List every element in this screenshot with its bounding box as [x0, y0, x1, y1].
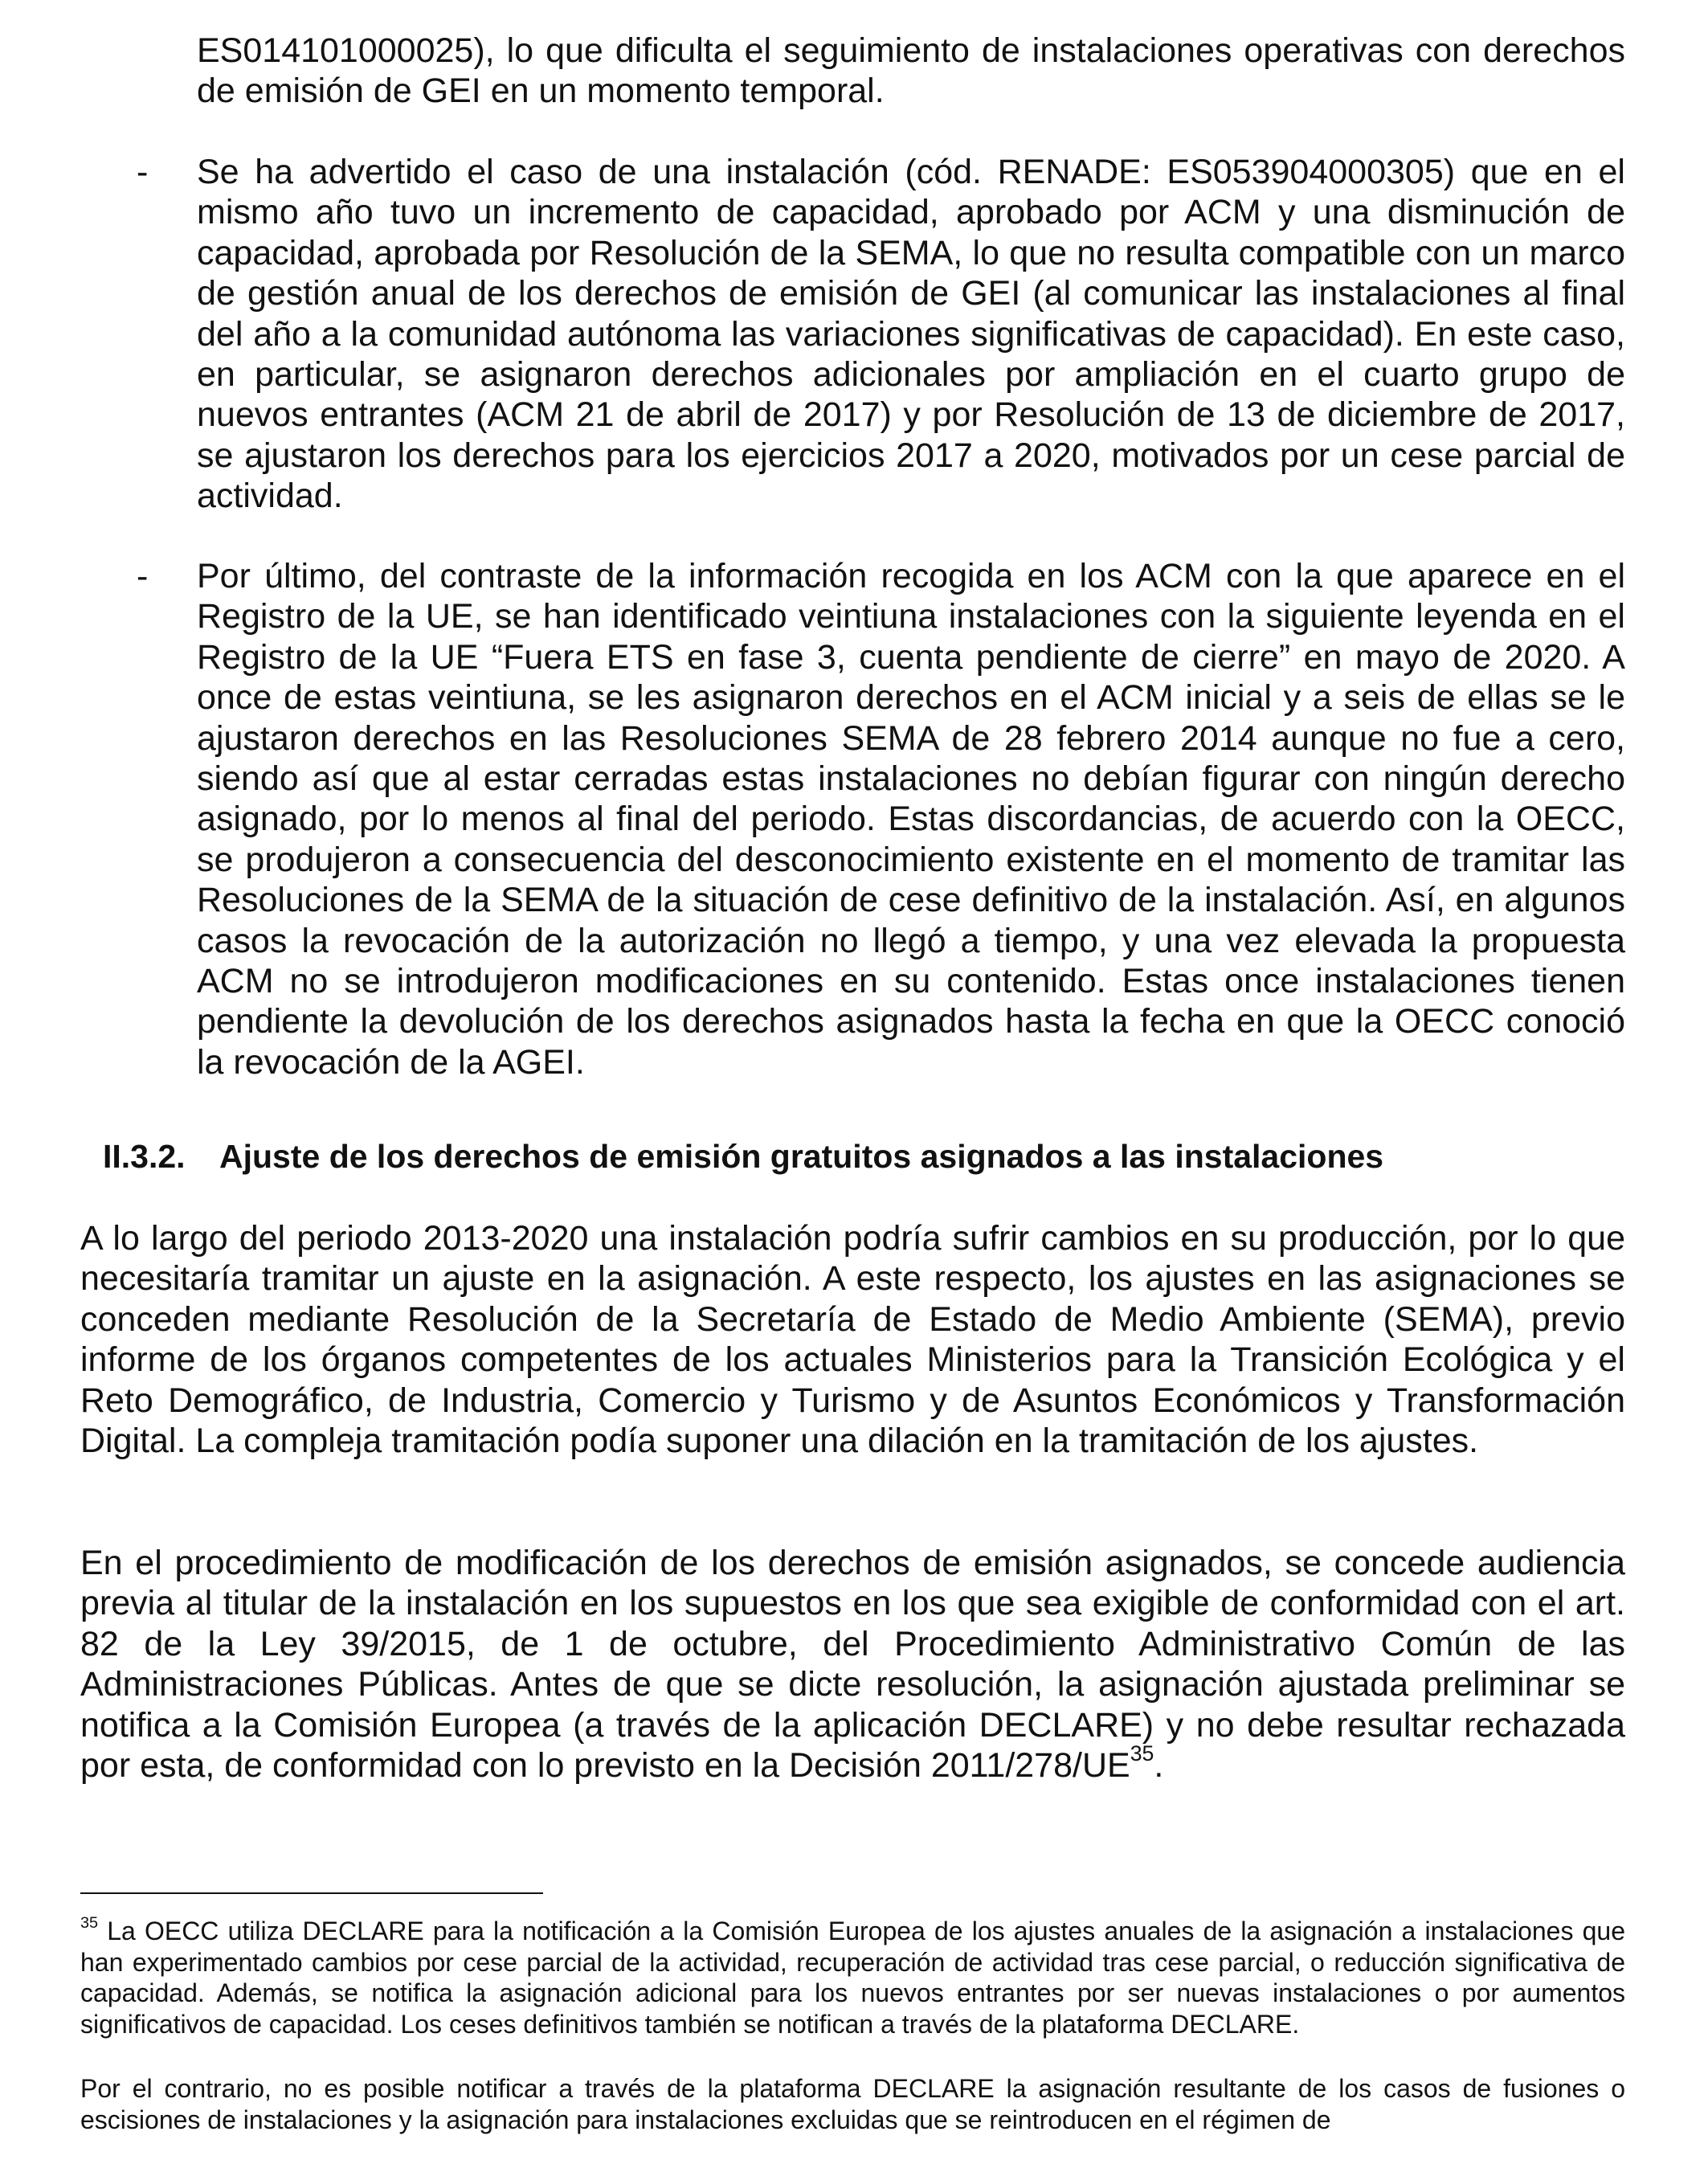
footnote-text: La OECC utiliza DECLARE para la notificación a la Comisión Europea de los ajustes anuales de la asignación a instalaciones que han experimentado cambios por cese parcial de la actividad, recuperación de actividad tras cese parcial, o reducción significativa de capacidad. Además, se notifica la asignación adicional para los nuevos entrantes por ser nuevas instalaciones o por aumentos significativos de capacidad. Los ceses definitivos también se notifican a través de la plataforma DECLARE.: [80, 1917, 1626, 2039]
footnote-number: 35: [80, 1914, 99, 1933]
bullet-dash: -: [137, 153, 149, 191]
body-paragraph: [80, 1543, 1625, 1786]
footnote-separator: [80, 1892, 543, 1894]
footnote-continuation: Por el contrario, no es posible notificar a través de la plataforma DECLARE la asignación resultante de los casos de fusiones o escisiones de instalaciones y la asignación para instalaciones excluidas que se reintroducen en el régimen de: [80, 2074, 1625, 2134]
section-number: II.3.2.: [103, 1138, 186, 1175]
section-title: Ajuste de los derechos de emisión gratuitos asignados a las instalaciones: [219, 1138, 1384, 1175]
section-heading: [103, 1136, 1383, 1176]
body-paragraph: A lo largo del periodo 2013-2020 una instalación podría sufrir cambios en su producción, por lo que necesitaría tramitar un ajuste en la asignación. A este respecto, los ajustes en las asignaciones se conceden mediante Resolución de la Secretaría de Estado de Medio Ambiente (SEMA), previo informe de los órganos competentes de los actuales Ministerios para la Transición Ecológica y el Reto Demográfico, de Industria, Comercio y Turismo y de Asuntos Económicos y Transformación Digital. La compleja tramitación podía suponer una dilación en la tramitación de los ajustes.: [80, 1219, 1625, 1461]
paragraph-end: .: [1154, 1746, 1164, 1786]
bullet-dash: -: [137, 557, 149, 595]
bullet-item: Se ha advertido el caso de una instalación (cód. RENADE: ES053904000305) que en el mismo año tuvo un incremento de capacidad, aprobado por ACM y una disminución de capacidad, aprobada por Resolución de la SEMA, lo que no resulta compatible con un marco de gestión anual de los derechos de emisión de GEI (al comunicar las instalaciones al final del año a la comunidad autónoma las variaciones significativas de capacidad). En este caso, en particular, se asignaron derechos adicionales por ampliación en el cuarto grupo de nuevos entrantes (ACM 21 de abril de 2017) y por Resolución de 13 de diciembre de 2017, se ajustaron los derechos para los ejercicios 2017 a 2020, motivados por un cese parcial de actividad.: [197, 153, 1625, 516]
body-paragraph-text: En el procedimiento de modificación de los derechos de emisión asignados, se concede audiencia previa al titular de la instalación en los supuestos en los que sea exigible de conformidad con el art. 82 de la Ley 39/2015, de 1 de octubre, del Procedimiento Administrativo Común de las Administraciones Públicas. Antes de que se dicte resolución, la asignación ajustada preliminar se notifica a la Comisión Europea (a través de la aplicación DECLARE) y no debe resultar rechazada por esta, de conformidad con lo previsto en la Decisión 2011/278/UE: [80, 1544, 1625, 1786]
footnote-reference: 35: [1130, 1741, 1154, 1766]
bullet-item: Por último, del contraste de la información recogida en los ACM con la que aparece en el Registro de la UE, se han identificado veintiuna instalaciones con la siguiente leyenda en el Registro de la UE “Fuera ETS en fase 3, cuenta pendiente de cierre” en mayo de 2020. A once de estas veintiuna, se les asignaron derechos en el ACM inicial y a seis de ellas se le ajustaron derechos en las Resoluciones SEMA de 28 febrero 2014 aunque no fue a cero, siendo así que al estar cerradas estas instalaciones no debían figurar con ningún derecho asignado, por lo menos al final del periodo. Estas discordancias, de acuerdo con la OECC, se produjeron a consecuencia del desconocimiento existente en el momento de tramitar las Resoluciones de la SEMA de la situación de cese definitivo de la instalación. Así, en algunos casos la revocación de la autorización no llegó a tiempo, y una vez elevada la propuesta ACM no se introdujeron modificaciones en su contenido. Estas once instalaciones tienen pendiente la devolución de los derechos asignados hasta la fecha en que la OECC conoció la revocación de la AGEI.: [197, 557, 1625, 1082]
bullet-continuation: ES014101000025), lo que dificulta el seguimiento de instalaciones operativas con derechos de emisión de GEI en un momento temporal.: [197, 31, 1625, 111]
footnote: [80, 1916, 1625, 2039]
